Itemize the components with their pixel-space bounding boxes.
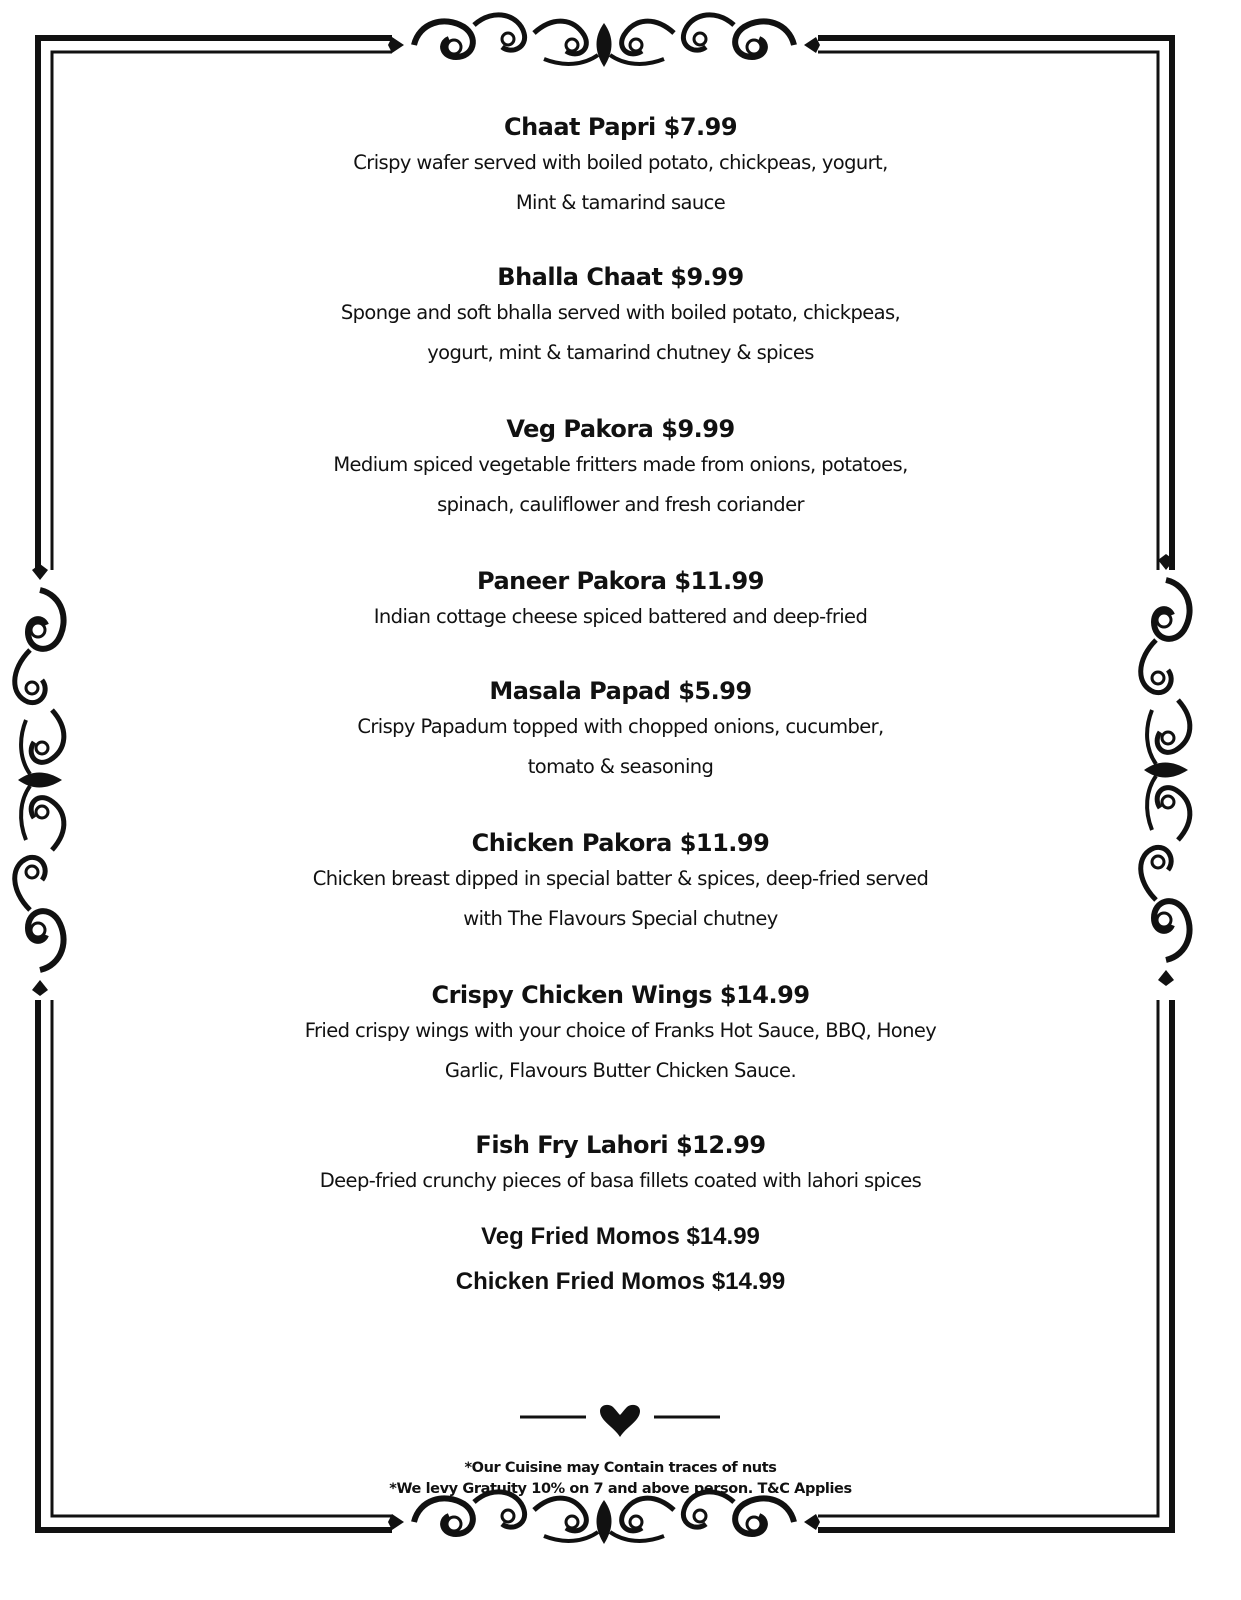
menu-item <box>250 1129 991 1201</box>
heart-divider-icon <box>520 1403 720 1439</box>
item-title: Crispy Chicken Wings $14.99 <box>431 981 810 1009</box>
menu-list <box>250 105 991 1298</box>
gratuity-note: *We levy Gratuity 10% on 7 and above person. T&C Applies <box>389 1481 852 1497</box>
menu-item <box>250 675 991 787</box>
item-description: Crispy Papadum topped with chopped onions, cucumber, tomato & seasoning <box>357 715 884 778</box>
right-swirl-ornament-icon <box>1141 554 1190 986</box>
momo-item <box>250 1266 991 1298</box>
menu-item <box>250 565 991 637</box>
menu-item <box>250 413 991 525</box>
item-description: Sponge and soft bhalla served with boiled potato, chickpeas, yogurt, mint & tamarind chutney & spices <box>340 301 901 364</box>
momo-item <box>250 1221 991 1253</box>
item-description: Chicken breast dipped in special batter & spices, deep-fried served with The Flavours Special chutney <box>312 867 929 930</box>
item-title: Paneer Pakora $11.99 <box>477 567 764 595</box>
item-title: Masala Papad $5.99 <box>489 677 752 705</box>
item-description: Deep-fried crunchy pieces of basa fillets coated with lahori spices <box>319 1169 922 1192</box>
item-title: Veg Pakora $9.99 <box>506 415 735 443</box>
item-title: Chaat Papri $7.99 <box>503 113 738 141</box>
top-swirl-ornament-icon <box>388 15 820 67</box>
item-title: Chicken Fried Momos $14.99 <box>455 1268 786 1295</box>
item-title: Fish Fry Lahori $12.99 <box>475 1131 766 1159</box>
footnotes <box>300 1458 941 1500</box>
item-description: Medium spiced vegetable fritters made from onions, potatoes, spinach, cauliflower and fresh coriander <box>333 453 908 516</box>
item-description: Crispy wafer served with boiled potato, chickpeas, yogurt, Mint & tamarind sauce <box>353 151 888 214</box>
nuts-note: *Our Cuisine may Contain traces of nuts <box>464 1460 777 1476</box>
menu-item <box>250 261 991 373</box>
left-swirl-ornament-icon <box>15 564 64 996</box>
item-title: Veg Fried Momos $14.99 <box>481 1223 760 1250</box>
item-title: Chicken Pakora $11.99 <box>471 829 770 857</box>
menu-item <box>250 111 991 223</box>
menu-item <box>250 979 991 1091</box>
item-description: Indian cottage cheese spiced battered and deep-fried <box>373 605 868 628</box>
item-description: Fried crispy wings with your choice of Franks Hot Sauce, BBQ, Honey Garlic, Flavours Butter Chicken Sauce. <box>304 1019 937 1082</box>
item-title: Bhalla Chaat $9.99 <box>497 263 744 291</box>
menu-item <box>250 827 991 939</box>
